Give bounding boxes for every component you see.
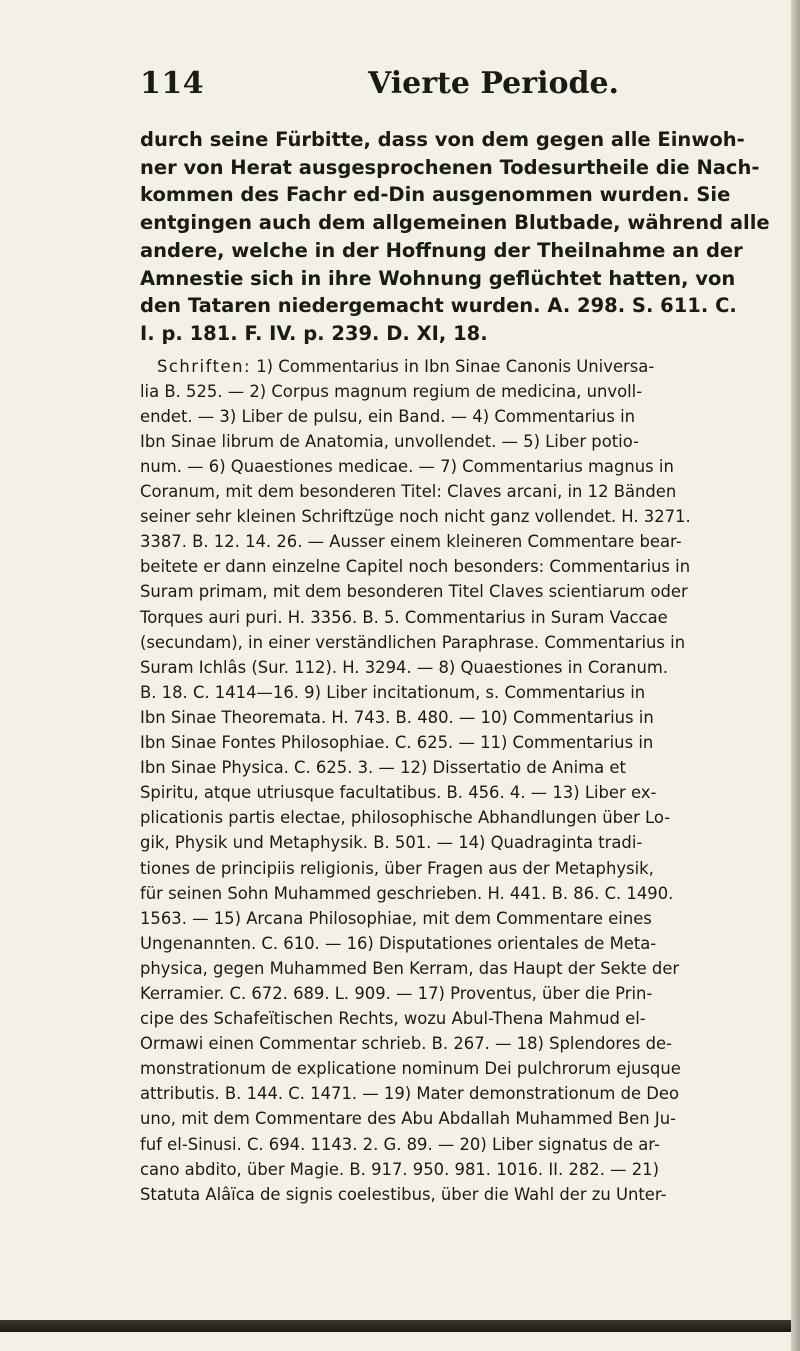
running-head: Vierte Periode. xyxy=(368,66,619,101)
text-line: tiones de principiis religionis, über Fragen aus der Metaphysik, xyxy=(140,858,654,878)
text-line: Ormawi einen Commentar schrieb. B. 267. — 18) Splendores de- xyxy=(140,1034,672,1054)
text-line: Ibn Sinae Physica. C. 625. 3. — 12) Dissertatio de Anima et xyxy=(140,758,626,778)
page-header xyxy=(140,66,700,114)
text-line: physica, gegen Muhammed Ben Kerram, das Haupt der Sekte der xyxy=(140,958,680,978)
text-line: 1563. — 15) Arcana Philosophiae, mit dem Commentare eines xyxy=(140,908,652,928)
text-line: Spiritu, atque utriusque facultatibus. B. 456. 4. — 13) Liber ex- xyxy=(140,783,657,803)
text-line: Ungenannten. C. 610. — 16) Disputationes orientales de Meta- xyxy=(140,933,657,953)
text-line: andere, welche in der Hoffnung der Theilnahme an der xyxy=(140,238,743,262)
text-line: Statuta Alâïca de signis coelestibus, über die Wahl der zu Unter- xyxy=(140,1184,667,1204)
text-line: cipe des Schafeïtischen Rechts, wozu Abul-Thena Mahmud el- xyxy=(140,1009,646,1029)
text-line: seiner sehr kleinen Schriftzüge noch nicht ganz vollendet. H. 3271. xyxy=(140,507,691,527)
text-line: cano abdito, über Magie. B. 917. 950. 981. 1016. II. 282. — 21) xyxy=(140,1159,659,1179)
text-line: Ibn Sinae Theoremata. H. 743. B. 480. — 10) Commentarius in xyxy=(140,707,654,727)
writings-label: Schriften: xyxy=(157,356,251,376)
page-number: 114 xyxy=(140,66,205,101)
text-line: kommen des Fachr ed-Din ausgenommen wurden. Sie xyxy=(140,183,731,207)
page-body xyxy=(140,126,780,1207)
text-line: I. p. 181. F. IV. p. 239. D. XI, 18. xyxy=(140,321,488,345)
text-line: B. 18. C. 1414—16. 9) Liber incitationum, s. Commentarius in xyxy=(140,682,646,702)
text-line: uno, mit dem Commentare des Abu Abdallah Muhammed Ben Ju- xyxy=(140,1109,676,1129)
text-line: Ibn Sinae Fontes Philosophiae. C. 625. — 11) Commentarius in xyxy=(140,733,654,753)
text-line: den Tataren niedergemacht wurden. A. 298. S. 611. C. xyxy=(140,294,737,318)
page-right-edge xyxy=(791,0,800,1351)
bottom-edge-rule xyxy=(0,1320,800,1332)
text-line: für seinen Sohn Muhammed geschrieben. H. 441. B. 86. C. 1490. xyxy=(140,883,674,903)
text-line: gik, Physik und Metaphysik. B. 501. — 14) Quadraginta tradi- xyxy=(140,833,643,853)
text-line: beitete er dann einzelne Capitel noch besonders: Commentarius in xyxy=(140,557,691,577)
text-line xyxy=(140,354,780,379)
text-line: Torques auri puri. H. 3356. B. 5. Commentarius in Suram Vaccae xyxy=(140,607,668,627)
writings-first-entry: 1) Commentarius in Ibn Sinae Canonis Universa- xyxy=(256,356,655,376)
text-line: endet. — 3) Liber de pulsu, ein Band. — 4) Commentarius in xyxy=(140,406,636,426)
text-line: entgingen auch dem allgemeinen Blutbade, während alle xyxy=(140,211,770,235)
text-line: monstrationum de explicatione nominum Dei pulchrorum ejusque xyxy=(140,1059,681,1079)
text-line: plicationis partis electae, philosophische Abhandlungen über Lo- xyxy=(140,808,671,828)
text-line: fuf el-Sinusi. C. 694. 1143. 2. G. 89. — 20) Liber signatus de ar- xyxy=(140,1134,660,1154)
text-line: Kerramier. C. 672. 689. L. 909. — 17) Proventus, über die Prin- xyxy=(140,983,653,1003)
text-line: Ibn Sinae librum de Anatomia, unvollendet. — 5) Liber potio- xyxy=(140,431,639,451)
text-line: ner von Herat ausgesprochenen Todesurtheile die Nach- xyxy=(140,155,760,179)
text-line: (secundam), in einer verständlichen Paraphrase. Commentarius in xyxy=(140,632,686,652)
text-line: Suram primam, mit dem besonderen Titel Claves scientiarum oder xyxy=(140,582,688,602)
text-line: num. — 6) Quaestiones medicae. — 7) Commentarius magnus in xyxy=(140,457,674,476)
text-line: Suram Ichlâs (Sur. 112). H. 3294. — 8) Quaestiones in Coranum. xyxy=(140,657,669,677)
text-line: Coranum, mit dem besonderen Titel: Claves arcani, in 12 Bänden xyxy=(140,482,677,502)
text-line: attributis. B. 144. C. 1471. — 19) Mater demonstrationum de Deo xyxy=(140,1084,680,1104)
text-line: durch seine Fürbitte, dass von dem gegen alle Einwoh- xyxy=(140,128,745,151)
writings-list xyxy=(140,354,780,1207)
lead-paragraph xyxy=(140,126,780,348)
text-line: Amnestie sich in ihre Wohnung geflüchtet hatten, von xyxy=(140,266,736,290)
text-line: 3387. B. 12. 14. 26. — Ausser einem kleineren Commentare bear- xyxy=(140,532,682,552)
text-line: lia B. 525. — 2) Corpus magnum regium de medicina, unvoll- xyxy=(140,381,643,401)
